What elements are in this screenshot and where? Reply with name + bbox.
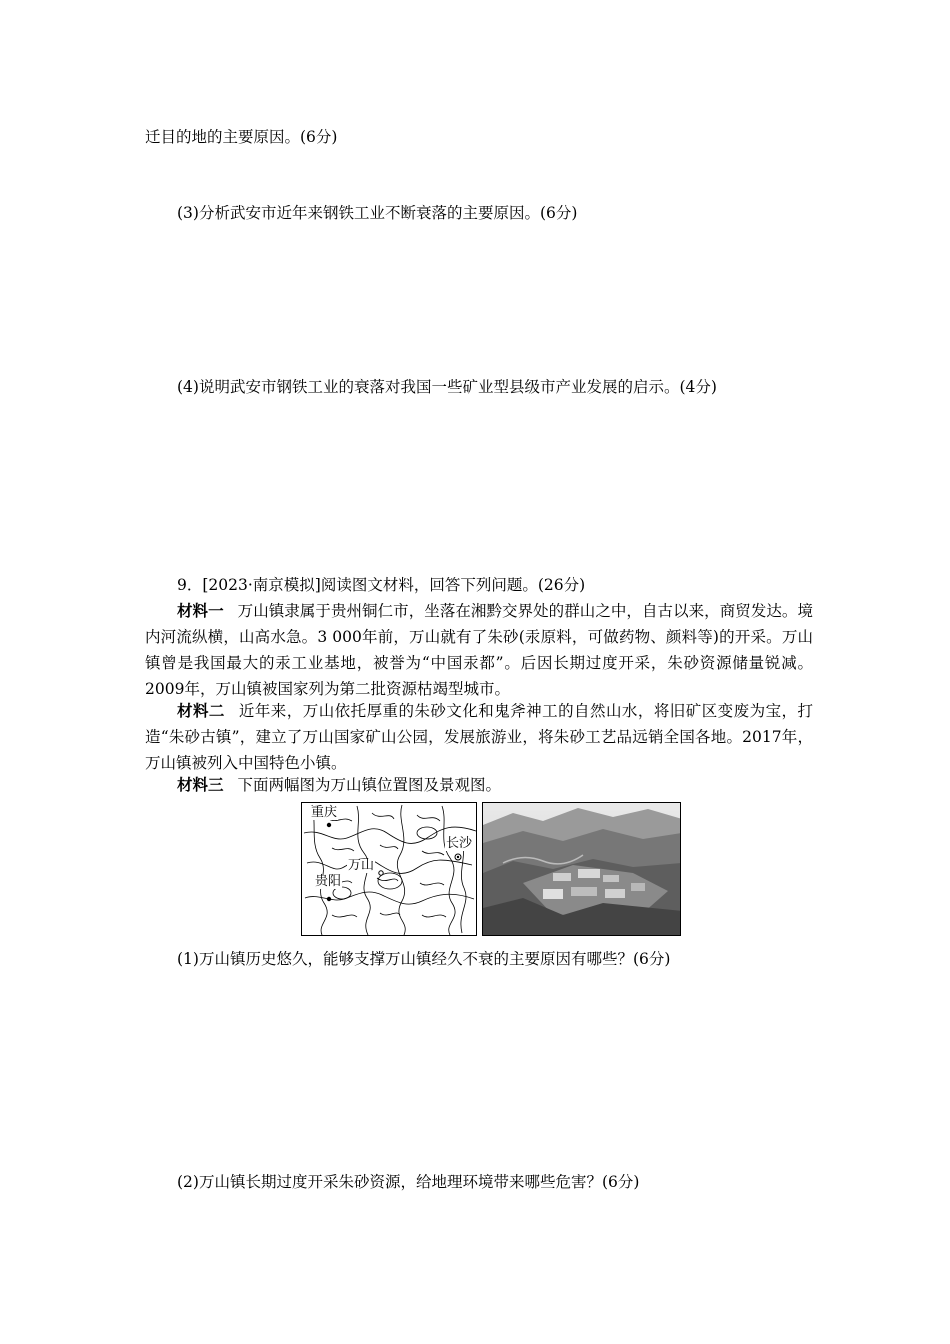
map-label-wanshan: 万山 [348, 858, 375, 873]
material-1-text: 万山镇隶属于贵州铜仁市，坐落在湘黔交界处的群山之中，自古以来，商贸发达。境内河流纵横，山高水急。3 000年前，万山就有了朱砂(汞原料，可做药物、颜料等)的开采。万山镇曾是我国最大的汞工业基地，被誉为“中国汞都”。后因长期过度开采，朱砂资源储量锐减。2009年，万山镇被国家列为第二批资源枯竭型城市。 [145, 602, 813, 698]
material-2 [145, 698, 813, 776]
q9-subquestion-1: (1)万山镇历史悠久，能够支撑万山镇经久不衰的主要原因有哪些？(6分) [177, 950, 671, 968]
material-3 [145, 772, 813, 798]
q8-subquestion-3: (3)分析武安市近年来钢铁工业不断衰落的主要原因。(6分) [177, 204, 578, 222]
map-label-chongqing: 重庆 [311, 805, 338, 820]
q9-header: 9．[2023·南京模拟]阅读图文材料，回答下列问题。(26分) [177, 576, 586, 594]
material-3-text: 下面两幅图为万山镇位置图及景观图。 [237, 776, 502, 794]
material-1-label: 材料一 [177, 601, 224, 620]
map-label-changsha: 长沙 [446, 836, 473, 851]
q8-continuation: 迁目的地的主要原因。(6分) [145, 128, 338, 146]
material-1 [145, 598, 813, 702]
landscape-photo [482, 802, 681, 936]
material-3-label: 材料三 [177, 775, 224, 794]
landscape-photo-image [483, 803, 681, 936]
map-label-guiyang: 贵阳 [315, 874, 342, 889]
map-lines [302, 803, 477, 936]
q9-subquestion-2: (2)万山镇长期过度开采朱砂资源，给地理环境带来哪些危害？(6分) [177, 1173, 640, 1191]
q8-subquestion-4: (4)说明武安市钢铁工业的衰落对我国一些矿业型县级市产业发展的启示。(4分) [177, 378, 717, 396]
material-2-text: 近年来，万山依托厚重的朱砂文化和鬼斧神工的自然山水，将旧矿区变废为宝，打造“朱砂古镇”，建立了万山国家矿山公园，发展旅游业，将朱砂工艺品远销全国各地。2017年，万山镇被列入中国特色小镇。 [145, 702, 813, 772]
figure-wanshan [301, 802, 681, 936]
material-2-label: 材料二 [177, 701, 225, 720]
location-map [301, 802, 477, 936]
